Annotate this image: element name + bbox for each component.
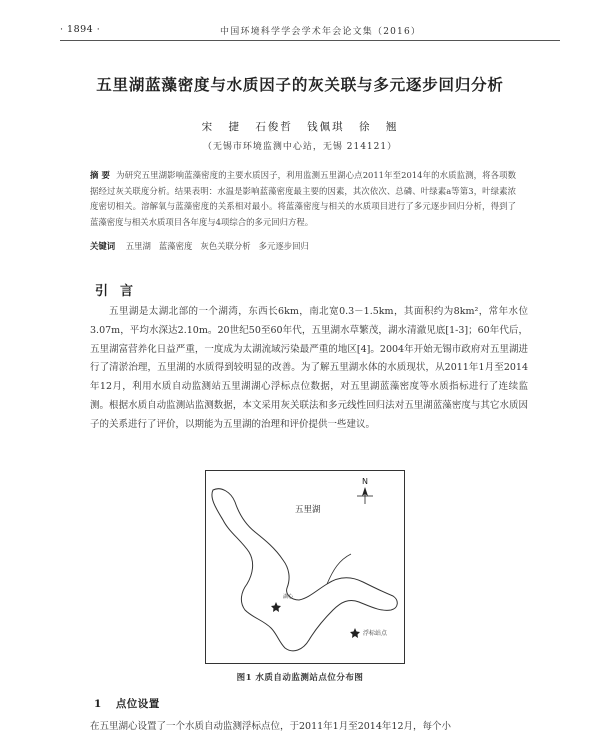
intro-heading: 引言 <box>95 284 146 299</box>
abstract-label: 摘 要 <box>90 170 111 180</box>
header-rule <box>60 40 560 41</box>
abstract <box>90 168 516 230</box>
author: 钱佩琪 <box>307 121 345 133</box>
legend-star-icon <box>350 628 360 638</box>
station-label: 湖心 <box>283 594 294 600</box>
north-arrow-icon <box>357 477 373 504</box>
author: 宋 捷 <box>201 121 241 133</box>
section-paragraph: 在五里湖心设置了一个水质自动监测浮标点位，于2011年1月至2014年12月，每个小 <box>90 721 451 732</box>
north-label: N <box>362 477 368 486</box>
keyword: 灰色关联分析 <box>200 241 251 251</box>
section-title: 点位设置 <box>115 698 160 710</box>
affiliation: （无锡市环境监测中心站，无锡 214121） <box>202 142 398 152</box>
author: 石俊哲 <box>255 121 293 133</box>
river-channel <box>327 554 351 584</box>
keywords <box>90 240 516 252</box>
intro-paragraph: 五里湖是太湖北部的一个湖湾，东西长6km，南北宽0.3－1.5km，其面积约为8km²，常年水位3.07m，平均水深达2.10m。20世纪50至60年代，五里湖水草繁茂，湖水清澈见底[1-3]；60年代后，五里湖富营养化日益严重，一度成为太湖流域污染最严重的地区[4]。2004年开始无锡市政府对五里湖进行了清淤治理，五里湖的水质得到较明显的改善。为了解五里湖水体的水质现状，从2011年1月至2014年12月，利用水质自动监测站五里湖湖心浮标点位数据，对五里湖蓝藻密度等水质指标进行了连续监测。根据水质自动监测站监测数据，本文采用灰关联法和多元线性回归法对五里湖蓝藻密度与其它水质因子的关系进行了评价，以期能为五里湖的治理和评价提供一些建议。 <box>90 306 528 430</box>
keyword: 五里湖 <box>125 241 151 251</box>
page-number: · 1894 · <box>60 24 101 35</box>
keyword: 多元逐步回归 <box>258 241 309 251</box>
keyword: 蓝藻密度 <box>158 241 193 251</box>
section-number: 1 <box>94 698 102 710</box>
legend-label: 浮标站点 <box>363 630 388 637</box>
lake-label: 五里湖 <box>295 505 321 515</box>
author-list <box>0 119 600 134</box>
lake-map <box>205 470 405 664</box>
figure-caption: 图1 水质自动监测站点位分布图 <box>236 673 364 683</box>
station-star-icon <box>271 602 281 612</box>
section-heading <box>94 696 174 711</box>
journal-title: 中国环境科学学会学术年会论文集（2016） <box>220 27 422 37</box>
paper-title: 五里湖蓝藻密度与水质因子的灰关联与多元逐步回归分析 <box>96 76 504 94</box>
abstract-text: 为研究五里湖影响蓝藻密度的主要水质因子，利用监测五里湖心点2011年至2014年的水质监测，将各项数据经过灰关联度分析。结果表明：水温是影响蓝藻密度最主要的因素，其次依次、总磷、叶绿素a等第3，叶绿素浓度密切相关。溶解氧与蓝藻密度的关系相对最小。将蓝藻密度与相关的水质项目进行了多元逐步回归分析，得到了蓝藻密度与相关水质项目各年度与4项综合的多元回归方程。 <box>90 170 517 227</box>
author: 徐 翘 <box>359 121 399 133</box>
keywords-label: 关键词 <box>90 241 116 251</box>
